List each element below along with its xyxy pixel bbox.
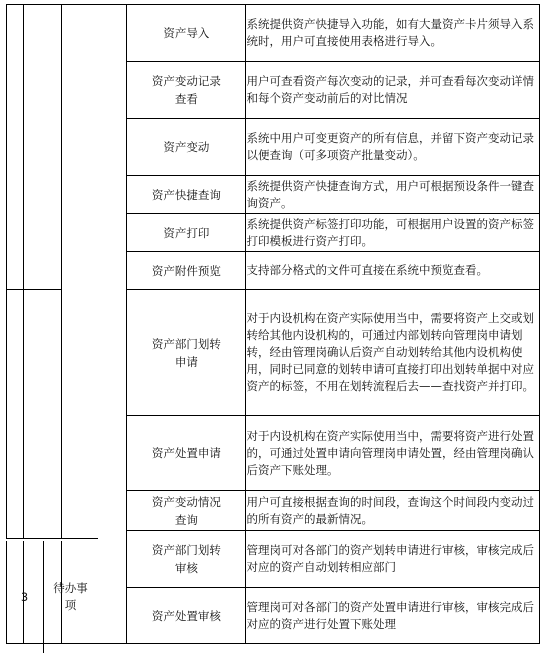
function-cell [127,290,246,416]
function-name: 资产处置审核 [151,608,221,623]
description-cell: 管理岗可对各部门的资产处置申请进行审核，审核完成后对应的资产进行处置下账处理 [246,588,540,644]
description-cell: 管理岗可对各部门的资产划转申请进行审核，审核完成后对应的资产自动划转相应部门 [246,531,540,588]
row-number-cell [7,5,24,290]
module-cell [24,5,62,290]
function-name: 资产导入 [163,26,210,40]
function-name-line2: 查看 [174,92,198,106]
description-cell: 对于内设机构在资产实际使用当中，需要将资产上交或划转给其他内设机构的，可通过内部划转向管理岗申请划转，经由管理岗确认后资产自动划转给其他内设机构使用，同时已同意的划转申请可直接打印出划转单据中对应资产的标签，不用在划转流程后去——查找资产并打印。 [246,290,540,416]
section3-number: 3 [6,540,44,653]
function-name: 资产变动 [163,140,210,154]
function-cell [127,416,246,491]
function-cell [127,62,246,119]
function-name-line2: 申请 [174,354,198,369]
function-name: 资产附件预览 [151,263,221,278]
function-name-line1: 资产变动记录 [151,74,221,88]
function-cell [127,214,246,252]
function-name-line2: 查询 [174,512,198,527]
description-cell: 系统提供资产标签打印功能，可根据用户设置的资产标签打印模板进行资产打印。 [246,214,540,252]
function-cell [127,252,246,290]
function-name-line2: 审核 [174,561,198,575]
table-row [7,5,540,62]
description-cell: 用户可直接根据查询的时间段，查询这个时间段内变动过的所有资产的最新情况。 [246,491,540,531]
function-name-line1: 资产变动情况 [151,494,221,509]
function-cell [127,588,246,644]
function-cell [127,119,246,176]
function-name: 资产打印 [163,225,210,240]
section3-divider [6,538,98,541]
function-cell [127,531,246,588]
function-name: 资产处置申请 [151,446,221,460]
function-cell [127,176,246,214]
module-name-line2: 项 [64,597,77,612]
section3-module [44,540,97,653]
function-cell [127,491,246,531]
description-cell: 支持部分格式的文件可直接在系统中预览查看。 [246,252,540,290]
function-name-line1: 资产部门划转 [151,543,221,557]
description-cell: 系统提供资产快捷导入功能，如有大量资产卡片须导入系统时，用户可直接使用表格进行导入。 [246,5,540,62]
description-cell: 用户可查看资产每次变动的记录，并可查看每次变动详情和每个资产变动前后的对比情况 [246,62,540,119]
description-cell: 对于内设机构在资产实际使用当中，需要将资产进行处置的，可通过处置申请向管理岗申请处置，经由管理岗确认后资产下账处理。 [246,416,540,491]
description-cell: 系统中用户可变更资产的所有信息，并留下资产变动记录以便查询（可多项资产批量变动）。 [246,119,540,176]
function-name: 资产快捷查询 [151,187,221,202]
description-cell: 系统提供资产快捷查询方式，用户可根据预设条件一键查询资产。 [246,176,540,214]
function-name-line1: 资产部门划转 [151,336,221,351]
function-cell [127,5,246,62]
module-name-line1: 待办事 [53,580,88,595]
